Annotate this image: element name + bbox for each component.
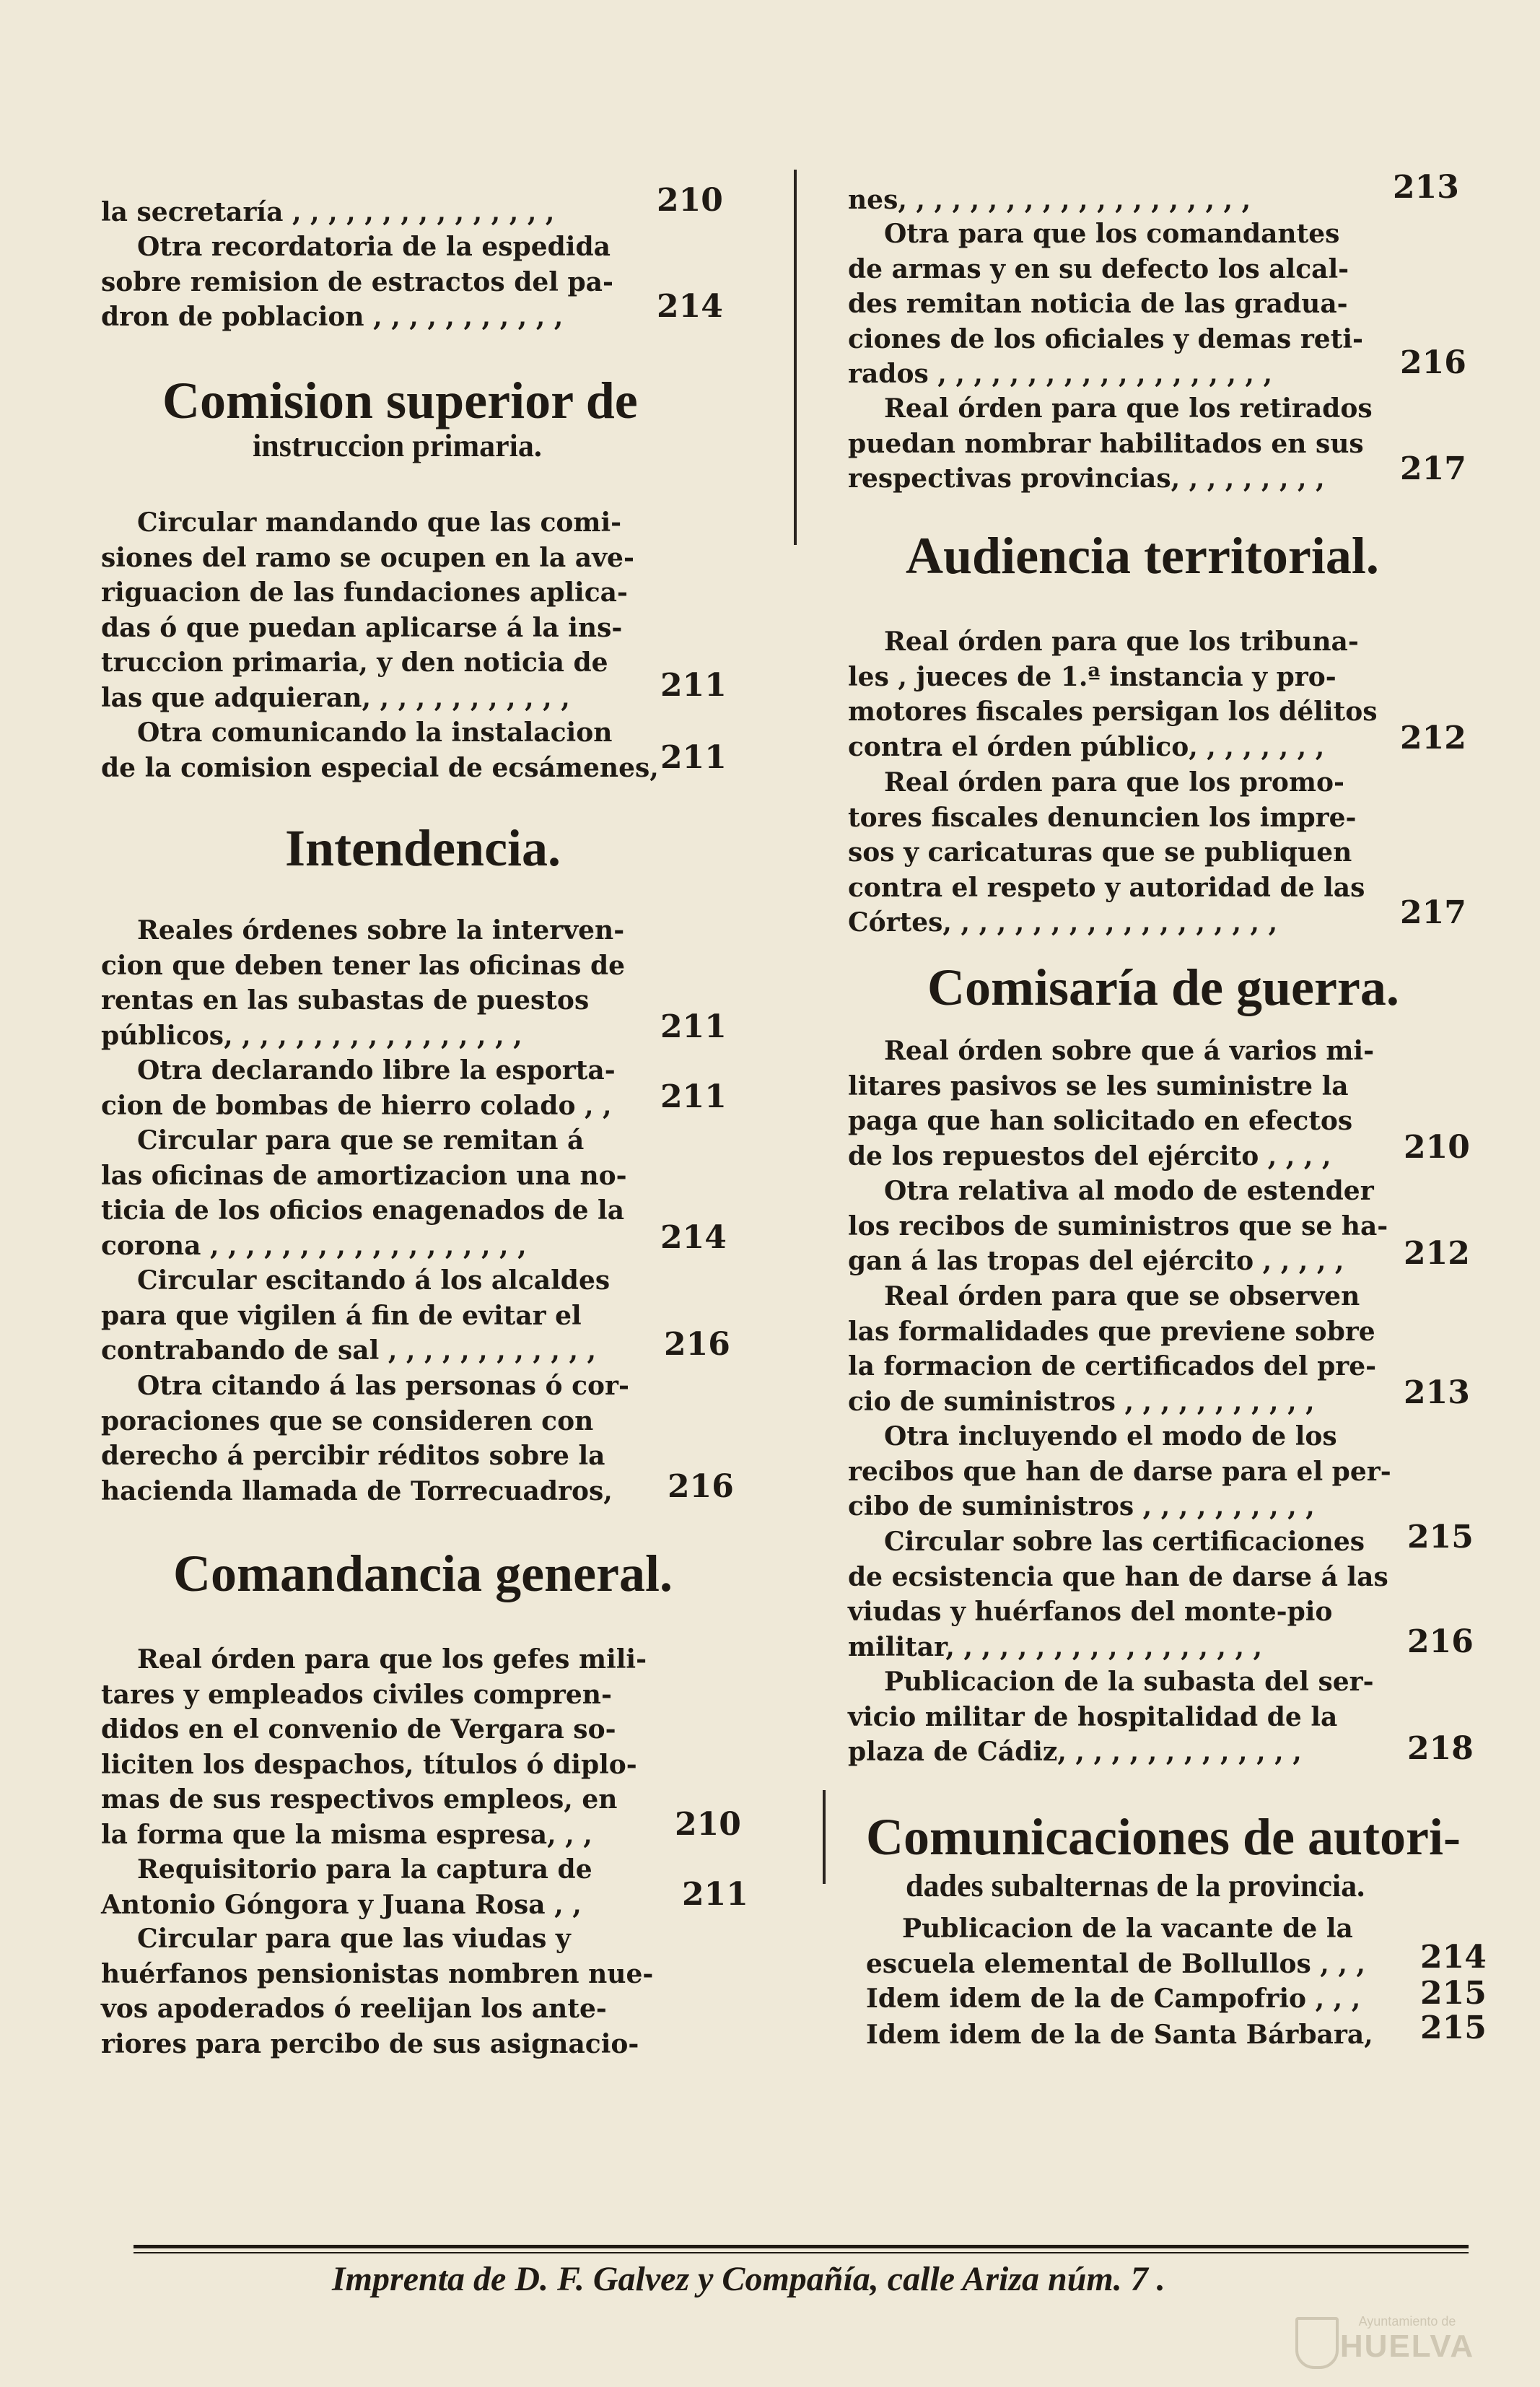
page-number: 211 xyxy=(682,1876,748,1913)
index-entry xyxy=(101,230,642,335)
entry-line: puedan nombrar habilitados en sus xyxy=(848,428,1364,459)
page-number: 212 xyxy=(1404,1235,1470,1272)
entry-line: siones del ramo se ocupen en la ave- xyxy=(101,542,634,573)
entry-line: sobre remision de estractos del pa- xyxy=(101,266,613,297)
entry-line: Real órden para que los promo- xyxy=(884,767,1344,798)
entry-line: la formacion de certificados del pre- xyxy=(848,1351,1377,1382)
footer-rule-top xyxy=(134,2245,1469,2248)
entry-line: Otra citando á las personas ó cor- xyxy=(137,1371,629,1401)
entry-line: tares y empleados civiles compren- xyxy=(101,1679,612,1710)
entry-line: Idem idem de la de Santa Bárbara, xyxy=(866,2020,1373,2050)
index-entry xyxy=(101,715,659,785)
page-number: 210 xyxy=(675,1806,741,1843)
entry-line: ciones de los oficiales y demas reti- xyxy=(848,323,1363,354)
entry-line: Córtes, , , , , , , , , , , , , , , , , , , xyxy=(848,907,1278,938)
index-entry xyxy=(866,2017,1386,2053)
city-shield-icon xyxy=(1295,2317,1339,2369)
entry-line: Otra comunicando la instalacion xyxy=(137,717,613,748)
entry-line: para que vigilen á fin de evitar el xyxy=(101,1300,582,1331)
section-subheading: instruccion primaria. xyxy=(253,428,542,463)
page-number: 216 xyxy=(1400,344,1466,381)
page-number: 217 xyxy=(1400,894,1466,931)
index-entry xyxy=(101,1369,642,1509)
entry-line: públicos, , , , , , , , , , , , , , , , , xyxy=(101,1020,522,1051)
section-heading: Comisaría de guerra. xyxy=(927,959,1399,1016)
index-entry xyxy=(848,1524,1388,1664)
watermark-line1: Ayuntamiento de xyxy=(1358,2314,1456,2329)
entry-line: dron de poblacion , , , , , , , , , , , xyxy=(101,302,564,332)
entry-line: ticia de los oficios enagenados de la xyxy=(101,1195,625,1226)
section-heading: Intendencia. xyxy=(285,819,561,877)
page-number: 211 xyxy=(660,1078,727,1115)
entry-line: truccion primaria, y den noticia de xyxy=(101,647,608,678)
page-number: 211 xyxy=(660,1008,727,1045)
entry-line: Otra incluyendo el modo de los xyxy=(884,1421,1337,1452)
entry-line: los recibos de suministros que se ha- xyxy=(848,1210,1388,1241)
entry-line: Otra recordatoria de la espedida xyxy=(137,232,611,262)
page-number: 215 xyxy=(1407,1519,1474,1555)
section-heading: Comision superior de xyxy=(162,372,638,429)
index-entry xyxy=(866,1911,1386,1981)
watermark-line2: HUELVA xyxy=(1339,2329,1475,2364)
section-heading: Comandancia general. xyxy=(173,1545,673,1602)
entry-line: cion que deben tener las oficinas de xyxy=(101,950,626,981)
index-entry xyxy=(101,505,642,715)
column-divider xyxy=(794,170,797,545)
entry-line: rados , , , , , , , , , , , , , , , , , , , xyxy=(848,359,1273,389)
page-number: 214 xyxy=(657,288,723,325)
index-entry xyxy=(848,765,1368,941)
archive-watermark xyxy=(1339,2313,1476,2364)
entry-line: Circular escitando á los alcaldes xyxy=(137,1265,611,1296)
entry-line: rentas en las subastas de puestos xyxy=(101,985,590,1016)
page-number: 212 xyxy=(1400,720,1466,756)
entry-line: das ó que puedan aplicarse á la ins- xyxy=(101,612,623,643)
entry-line: nes, , , , , , , , , , , , , , , , , , , , xyxy=(848,185,1251,215)
entry-line: liciten los despachos, títulos ó diplo- xyxy=(101,1749,637,1780)
page-number: 217 xyxy=(1400,450,1466,487)
page-number: 215 xyxy=(1420,2009,1487,2046)
page-number: 210 xyxy=(657,182,723,219)
entry-line: vos apoderados ó reelijan los ante- xyxy=(101,1994,607,2024)
entry-line: hacienda llamada de Torrecuadros, xyxy=(101,1475,613,1506)
page-number: 214 xyxy=(1420,1939,1487,1976)
entry-line: Circular para que las viudas y xyxy=(137,1924,571,1954)
index-entry xyxy=(848,1034,1375,1174)
entry-line: litares pasivos se les suministre la xyxy=(848,1070,1349,1101)
entry-line: Real órden para que se observen xyxy=(884,1281,1360,1312)
page-number: 213 xyxy=(1404,1374,1470,1411)
entry-line: Circular sobre las certificaciones xyxy=(884,1527,1365,1557)
index-entry xyxy=(101,1642,649,1852)
entry-line: la forma que la misma espresa, , , xyxy=(101,1819,592,1850)
page-number: 215 xyxy=(1420,1975,1487,2012)
index-entry xyxy=(101,1263,642,1369)
index-entry xyxy=(101,1852,649,1922)
section-heading: Comunicaciones de autori- xyxy=(866,1808,1461,1866)
entry-line: escuela elemental de Bollullos , , , xyxy=(866,1948,1365,1979)
entry-line: des remitan noticia de las gradua- xyxy=(848,289,1348,319)
entry-line: Real órden para que los gefes mili- xyxy=(137,1644,647,1675)
entry-line: Otra relativa al modo de estender xyxy=(884,1176,1374,1206)
entry-line: riores para percibo de sus asignacio- xyxy=(101,2028,639,2059)
entry-line: tores fiscales denuncien los impre- xyxy=(848,802,1357,833)
index-entry xyxy=(848,1664,1374,1770)
imprint-line: Imprenta de D. F. Galvez y Compañía, calle Ariza núm. 7 . xyxy=(332,2260,1165,2298)
entry-line: Circular para que se remitan á xyxy=(137,1125,585,1156)
page-number: 214 xyxy=(660,1219,727,1256)
entry-line: sos y caricaturas que se publiquen xyxy=(848,837,1352,868)
page-number: 211 xyxy=(660,667,727,704)
index-entry xyxy=(101,1053,642,1123)
entry-line: las oficinas de amortizacion una no- xyxy=(101,1160,627,1191)
entry-line: corona , , , , , , , , , , , , , , , , , , xyxy=(101,1230,527,1261)
footer-rule-bottom xyxy=(134,2252,1469,2253)
index-entry xyxy=(848,624,1378,764)
entry-line: vicio militar de hospitalidad de la xyxy=(848,1701,1338,1732)
page-number: 210 xyxy=(1404,1129,1470,1166)
page-number: 211 xyxy=(660,739,727,776)
entry-line: de los repuestos del ejército , , , , xyxy=(848,1140,1331,1171)
entry-line: Requisitorio para la captura de xyxy=(137,1854,592,1885)
index-entry xyxy=(848,1419,1391,1524)
entry-line: Publicacion de la vacante de la xyxy=(902,1913,1353,1944)
entry-line: contra el respeto y autoridad de las xyxy=(848,872,1365,903)
entry-line: Real órden sobre que á varios mi- xyxy=(884,1036,1375,1066)
entry-line: les , jueces de 1.ª instancia y pro- xyxy=(848,661,1336,692)
entry-line: de la comision especial de ecsámenes, xyxy=(101,752,659,783)
entry-line: cion de bombas de hierro colado , , xyxy=(101,1090,612,1121)
entry-line: contrabando de sal , , , , , , , , , , , , xyxy=(101,1335,597,1366)
entry-line: didos en el convenio de Vergara so- xyxy=(101,1714,616,1745)
entry-line: Reales órdenes sobre la interven- xyxy=(137,915,625,946)
entry-line: Idem idem de la de Campofrio , , , xyxy=(866,1984,1361,2014)
entry-line: motores fiscales persigan los délitos xyxy=(848,697,1378,727)
entry-line: de ecsistencia que han de darse á las xyxy=(848,1561,1388,1592)
entry-line: las que adquieran, , , , , , , , , , , , xyxy=(101,682,570,713)
index-entry xyxy=(101,1921,654,2061)
page-number: 213 xyxy=(1393,169,1459,206)
section-bracket xyxy=(823,1790,826,1884)
index-entry xyxy=(848,391,1373,497)
section-subheading: dades subalternas de la provincia. xyxy=(906,1868,1365,1903)
index-entry xyxy=(866,1981,1386,2017)
entry-line: las formalidades que previene sobre xyxy=(848,1316,1375,1347)
entry-line: contra el órden público, , , , , , , , xyxy=(848,731,1325,762)
entry-line: mas de sus respectivos empleos, en xyxy=(101,1784,618,1815)
entry-line: Real órden para que los tribuna- xyxy=(884,627,1359,657)
page-number: 216 xyxy=(1407,1623,1474,1660)
entry-line: gan á las tropas del ejército , , , , , xyxy=(848,1246,1344,1276)
index-entry xyxy=(848,1174,1388,1279)
page-number: 218 xyxy=(1407,1730,1474,1767)
entry-line: Otra declarando libre la esporta- xyxy=(137,1055,616,1086)
entry-line: respectivas provincias, , , , , , , , , xyxy=(848,463,1325,494)
entry-line: Otra para que los comandantes xyxy=(884,219,1340,249)
page-number: 216 xyxy=(668,1468,734,1505)
entry-line: riguacion de las fundaciones aplica- xyxy=(101,577,628,608)
entry-line: militar, , , , , , , , , , , , , , , , , , xyxy=(848,1631,1263,1662)
entry-line: la secretaría , , , , , , , , , , , , , , , xyxy=(101,197,555,227)
entry-line: cio de suministros , , , , , , , , , , , xyxy=(848,1386,1315,1417)
index-entry xyxy=(101,195,642,230)
entry-line: poraciones que se consideren con xyxy=(101,1405,594,1436)
entry-line: de armas y en su defecto los alcal- xyxy=(848,253,1349,284)
entry-line: derecho á percibir réditos sobre la xyxy=(101,1441,605,1471)
index-entry xyxy=(848,217,1368,392)
entry-line: Antonio Góngora y Juana Rosa , , xyxy=(101,1889,582,1920)
page-number: 216 xyxy=(664,1326,730,1363)
index-entry xyxy=(848,183,1353,218)
entry-line: paga que han solicitado en efectos xyxy=(848,1106,1353,1136)
index-entry xyxy=(848,1279,1377,1419)
entry-line: plaza de Cádiz, , , , , , , , , , , , , , xyxy=(848,1737,1302,1767)
entry-line: viudas y huérfanos del monte-pio xyxy=(848,1597,1333,1627)
index-entry xyxy=(101,1123,642,1263)
entry-line: Circular mandando que las comi- xyxy=(137,507,622,538)
entry-line: Real órden para que los retirados xyxy=(884,393,1373,424)
section-heading: Audiencia territorial. xyxy=(906,527,1379,585)
index-entry xyxy=(101,913,642,1053)
entry-line: huérfanos pensionistas nombren nue- xyxy=(101,1958,654,1989)
entry-line: recibos que han de darse para el per- xyxy=(848,1456,1391,1487)
entry-line: Publicacion de la subasta del ser- xyxy=(884,1667,1374,1697)
entry-line: cibo de suministros , , , , , , , , , , xyxy=(848,1491,1315,1522)
